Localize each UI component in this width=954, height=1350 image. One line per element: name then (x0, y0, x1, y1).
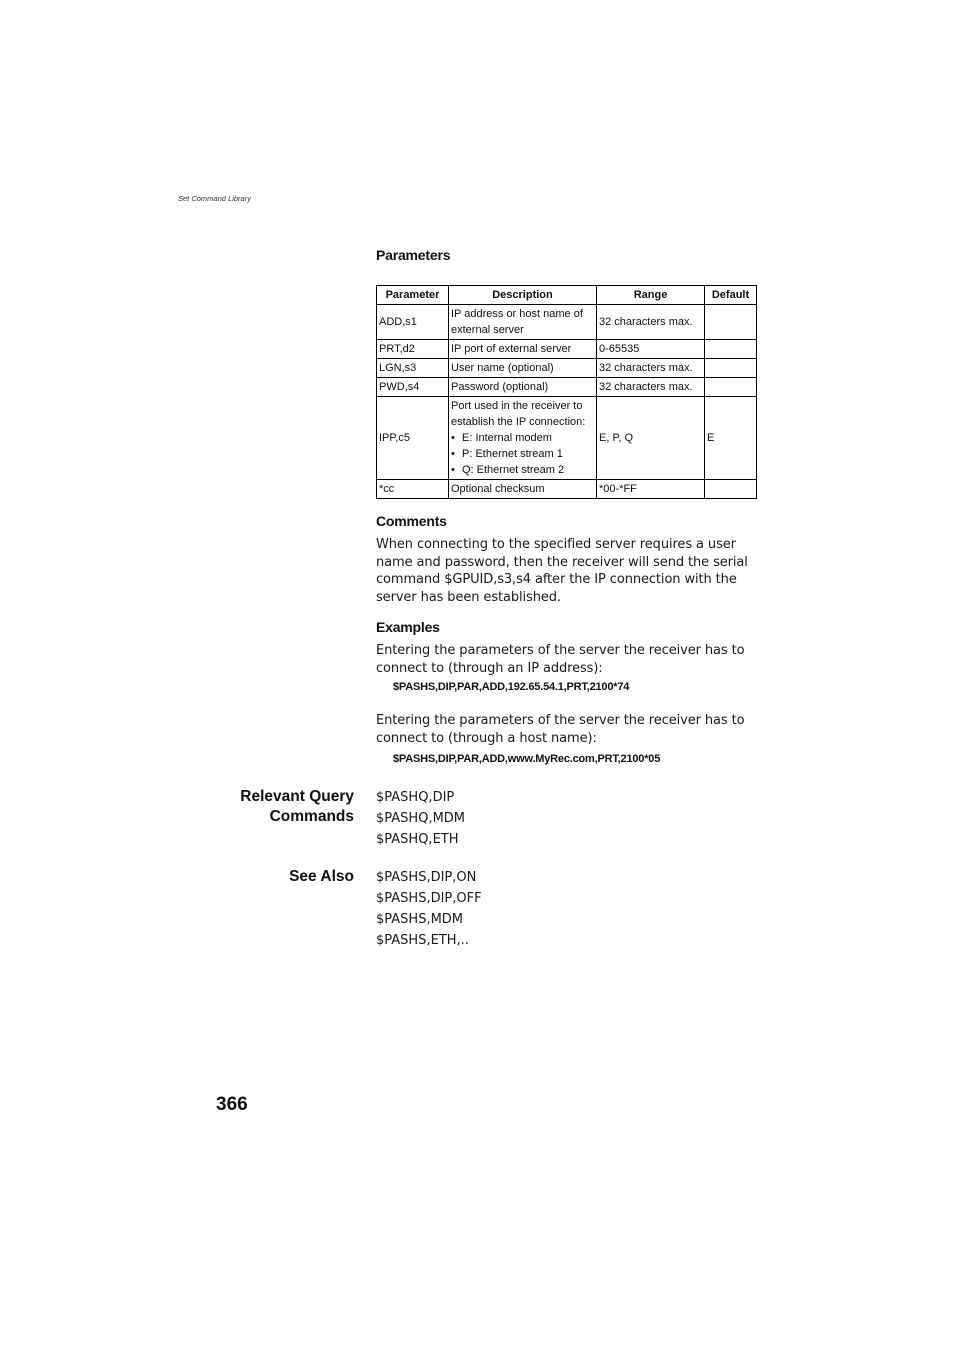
table-row (377, 480, 757, 499)
table-row (377, 378, 757, 397)
cell-description (449, 397, 597, 480)
column-header-default: Default (705, 286, 757, 305)
see-also-list (376, 867, 482, 951)
column-header-range: Range (597, 286, 705, 305)
list-item: $PASHS,DIP,OFF (376, 891, 482, 906)
description-list (451, 430, 594, 478)
table-row (377, 340, 757, 359)
cell-parameter: PRT,d2 (377, 340, 449, 359)
list-item: • E: Internal modem (451, 430, 594, 446)
cell-default (705, 340, 757, 359)
cell-description: Optional checksum (449, 480, 597, 499)
cell-default (705, 480, 757, 499)
relevant-query-heading-line2: Commands (269, 808, 354, 825)
comments-heading: Comments (376, 513, 447, 529)
cell-parameter: ADD,s1 (377, 305, 449, 340)
relevant-query-heading (240, 787, 354, 827)
table-row (377, 305, 757, 340)
cell-description: Password (optional) (449, 378, 597, 397)
example-intro-2: Entering the parameters of the server the receiver has to connect to (through a host name): (376, 713, 745, 746)
list-item: $PASHS,DIP,ON (376, 870, 477, 885)
relevant-query-list (376, 787, 465, 850)
cell-parameter: *cc (377, 480, 449, 499)
examples-heading: Examples (376, 619, 440, 635)
list-item: $PASHQ,ETH (376, 832, 459, 847)
column-header-parameter: Parameter (377, 286, 449, 305)
list-item: $PASHS,ETH,.. (376, 933, 469, 948)
cell-description: User name (optional) (449, 359, 597, 378)
list-item: $PASHS,MDM (376, 912, 464, 927)
example-code-1: $PASHS,DIP,PAR,ADD,192.65.54.1,PRT,2100*74 (393, 681, 630, 693)
cell-description: IP address or host name of external server (449, 305, 597, 340)
list-item: • Q: Ethernet stream 2 (451, 462, 594, 478)
parameters-table (376, 285, 757, 499)
cell-parameter: IPP,c5 (377, 397, 449, 480)
cell-range: *00-*FF (597, 480, 705, 499)
cell-default (705, 378, 757, 397)
comments-text: When connecting to the specified server requires a user name and password, then the receiver will send the serial command $GPUID,s3,s4 after the IP connection with the server has been established. (376, 537, 748, 605)
cell-default (705, 359, 757, 378)
example-code-2: $PASHS,DIP,PAR,ADD,www.MyRec.com,PRT,2100*05 (393, 753, 661, 765)
list-item: • P: Ethernet stream 1 (451, 446, 594, 462)
table-header-row (377, 286, 757, 305)
table-row (377, 397, 757, 480)
cell-default (705, 305, 757, 340)
cell-range: 32 characters max. (597, 359, 705, 378)
cell-default: E (705, 397, 757, 480)
list-item: $PASHQ,MDM (376, 811, 466, 826)
cell-parameter: LGN,s3 (377, 359, 449, 378)
table-row (377, 359, 757, 378)
relevant-query-heading-line1: Relevant Query (240, 788, 354, 805)
column-header-description: Description (449, 286, 597, 305)
see-also-heading: See Also (289, 868, 354, 885)
running-header: Set Command Library (178, 194, 251, 203)
cell-range: E, P, Q (597, 397, 705, 480)
cell-range: 32 characters max. (597, 378, 705, 397)
description-intro: Port used in the receiver to establish the IP connection: (451, 400, 586, 428)
cell-description: IP port of external server (449, 340, 597, 359)
cell-parameter: PWD,s4 (377, 378, 449, 397)
list-item: $PASHQ,DIP (376, 790, 455, 805)
cell-range: 32 characters max. (597, 305, 705, 340)
example-intro-1: Entering the parameters of the server the receiver has to connect to (through an IP address): (376, 643, 745, 676)
page-number: 366 (216, 1094, 248, 1115)
cell-range: 0-65535 (597, 340, 705, 359)
parameters-heading: Parameters (376, 247, 451, 263)
